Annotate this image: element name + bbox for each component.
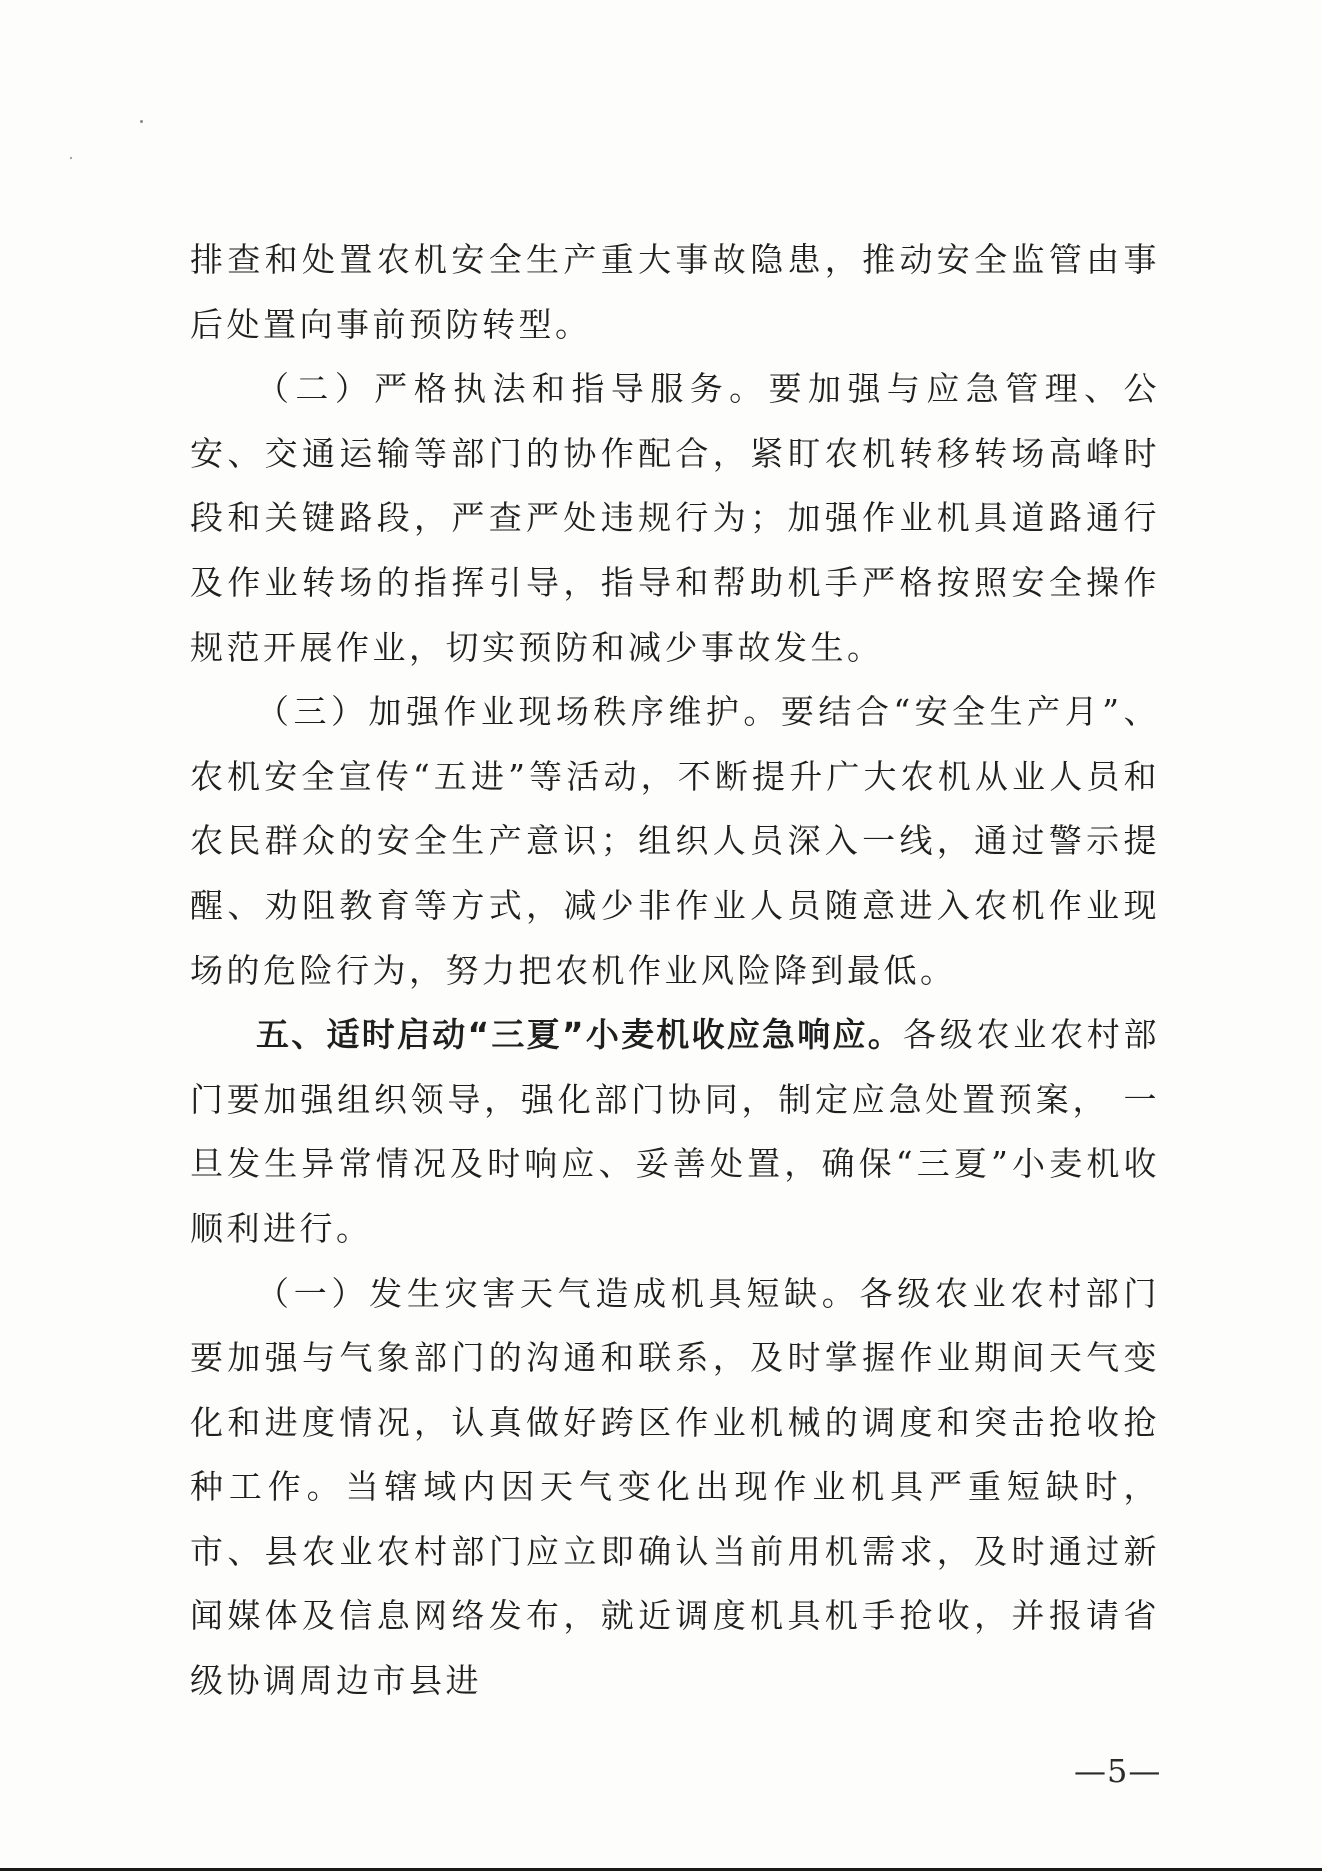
scan-speck — [140, 120, 143, 123]
body-text — [190, 228, 1160, 1714]
paragraph-4 — [190, 1003, 1160, 1261]
paragraph-3 — [190, 680, 1160, 1003]
section-heading: 五、适时启动“三夏”小麦机收应急响应。 — [256, 1015, 904, 1055]
paragraph-3-text: （三）加强作业现场秩序维护。要结合“安全生产月”、农机安全宣传“五进”等活动，不断提升广大农机从业人员和农民群众的安全生产意识；组织人员深入一线，通过警示提醒、劝阻教育等方式，减少非作业人员随意进入农机作业现场的危险行为，努力把农机作业风险降到最低。 — [190, 692, 1160, 990]
paragraph-5-text: （一）发生灾害天气造成机具短缺。各级农业农村部门要加强与气象部门的沟通和联系，及时掌握作业期间天气变化和进度情况，认真做好跨区作业机械的调度和突击抢收抢种工作。当辖域内因天气变化出现作业机具严重短缺时，市、县农业农村部门应立即确认当前用机需求，及时通过新闻媒体及信息网络发布，就近调度机具机手抢收，并报请省级协调周边市县进 — [190, 1273, 1160, 1701]
paragraph-1-text: 排查和处置农机安全生产重大事故隐患，推动安全监管由事后处置向事前预防转型。 — [190, 240, 1160, 344]
paragraph-5 — [190, 1262, 1160, 1714]
paragraph-2 — [190, 357, 1160, 680]
paragraph-2-text: （二）严格执法和指导服务。要加强与应急管理、公安、交通运输等部门的协作配合，紧盯农机转移转场高峰时段和关键路段，严查严处违规行为；加强作业机具道路通行及作业转场的指挥引导，指导和帮助机手严格按照安全操作规范开展作业，切实预防和减少事故发生。 — [190, 369, 1160, 667]
paragraph-4-text: 各级农业农村部门要加强组织领导，强化部门协同，制定应急处置预案， 一旦发生异常情况及时响应、妥善处置，确保“三夏”小麦机收顺利进行。 — [190, 1015, 1160, 1248]
paragraph-1 — [190, 228, 1160, 357]
page-number: —5— — [1074, 1752, 1162, 1790]
scan-speck — [70, 157, 72, 159]
